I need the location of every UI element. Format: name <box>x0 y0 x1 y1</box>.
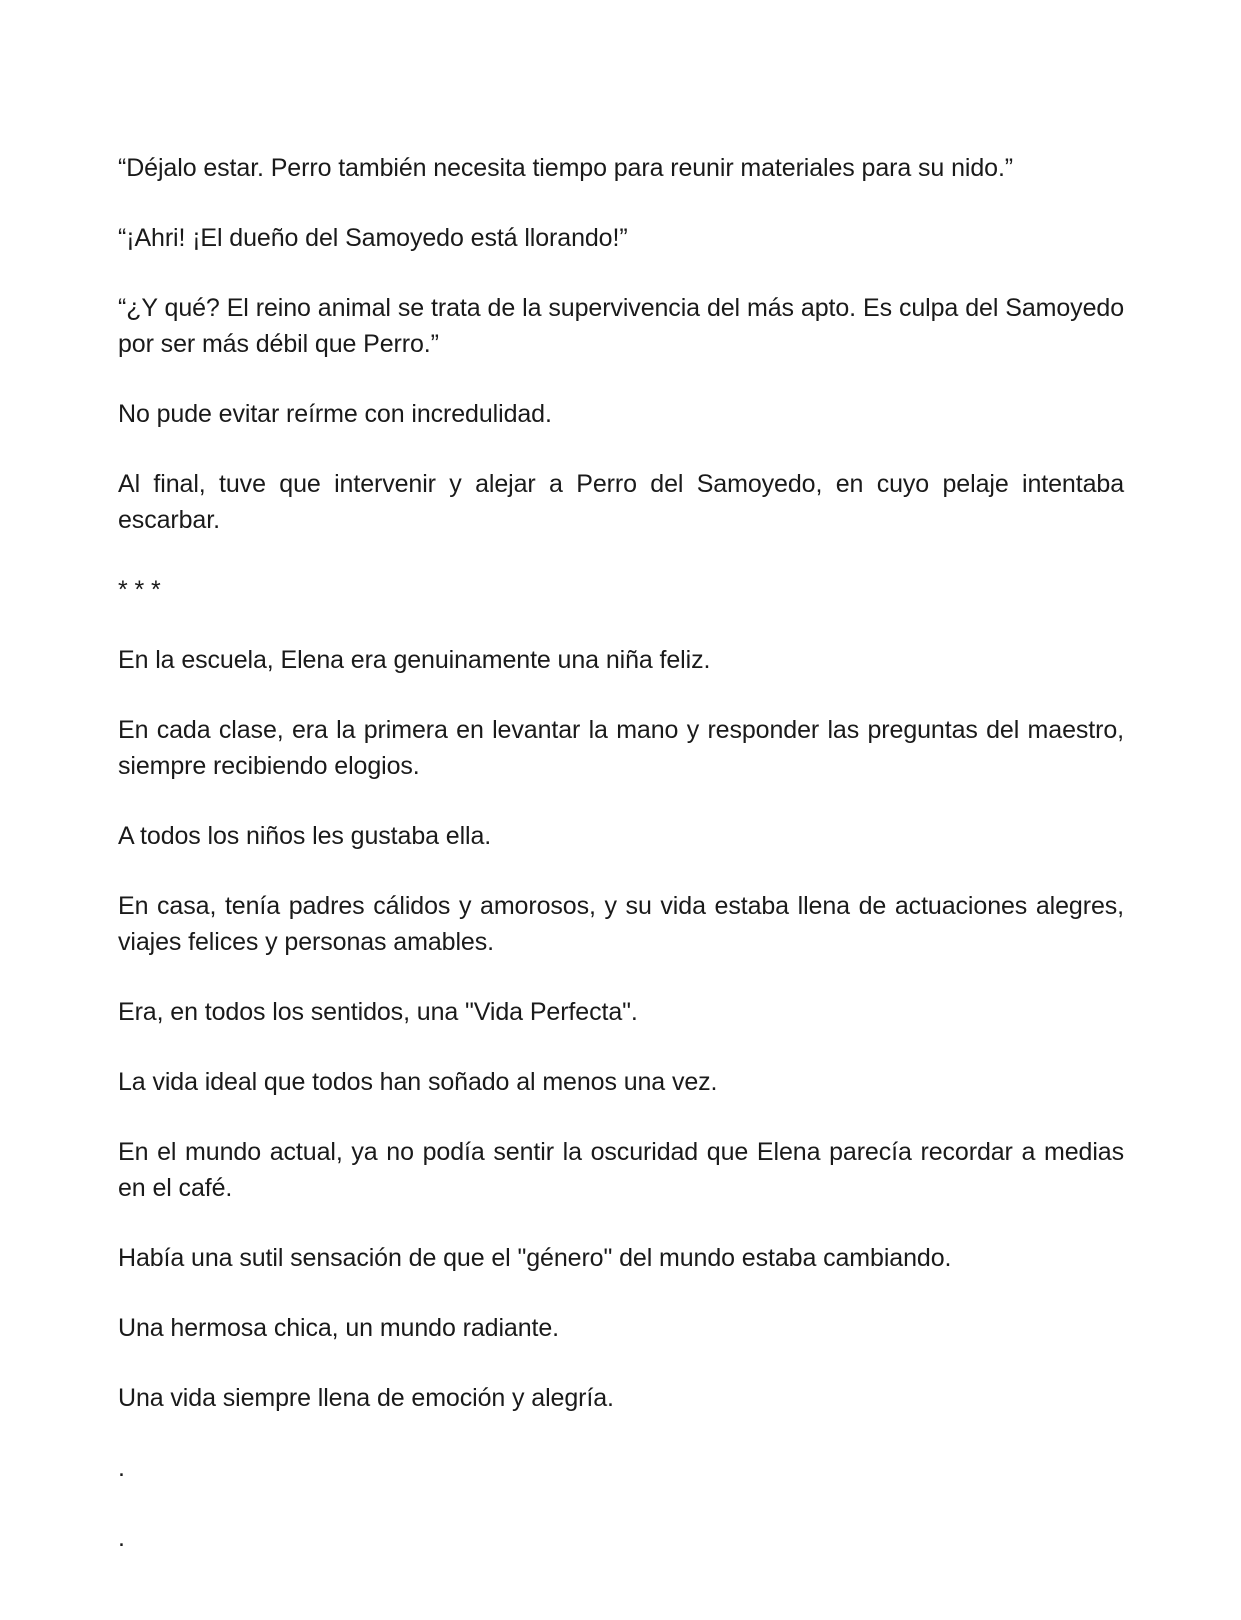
paragraph-10: Era, en todos los sentidos, una "Vida Perfecta". <box>118 998 638 1026</box>
paragraph-11: La vida ideal que todos han soñado al menos una vez. <box>118 1068 718 1096</box>
paragraph-15: Una vida siempre llena de emoción y alegría. <box>118 1384 614 1412</box>
paragraph-4: No pude evitar reírme con incredulidad. <box>118 400 552 428</box>
paragraph-12: En el mundo actual, ya no podía sentir la oscuridad que Elena parecía recordar a medias en el café. <box>118 1138 1124 1202</box>
ellipsis-dot-1: . <box>118 1454 125 1482</box>
paragraph-9: En casa, tenía padres cálidos y amorosos, y su vida estaba llena de actuaciones alegres, viajes felices y personas amables. <box>118 892 1124 956</box>
paragraph-7: En cada clase, era la primera en levantar la mano y responder las preguntas del maestro, siempre recibiendo elogios. <box>118 716 1124 780</box>
paragraph-5: Al final, tuve que intervenir y alejar a Perro del Samoyedo, en cuyo pelaje intentaba escarbar. <box>118 470 1124 534</box>
section-separator: * * * <box>118 576 161 604</box>
paragraph-2: “¡Ahri! ¡El dueño del Samoyedo está llorando!” <box>118 224 628 252</box>
paragraph-13: Había una sutil sensación de que el "género" del mundo estaba cambiando. <box>118 1244 952 1272</box>
ellipsis-dot-2: . <box>118 1524 125 1552</box>
document-body <box>118 150 1124 1590</box>
paragraph-14: Una hermosa chica, un mundo radiante. <box>118 1314 560 1342</box>
paragraph-1: “Déjalo estar. Perro también necesita tiempo para reunir materiales para su nido.” <box>118 154 1014 182</box>
paragraph-8: A todos los niños les gustaba ella. <box>118 822 492 850</box>
paragraph-6: En la escuela, Elena era genuinamente una niña feliz. <box>118 646 711 674</box>
paragraph-3: “¿Y qué? El reino animal se trata de la supervivencia del más apto. Es culpa del Samoyedo por ser más débil que Perro.” <box>118 294 1124 358</box>
